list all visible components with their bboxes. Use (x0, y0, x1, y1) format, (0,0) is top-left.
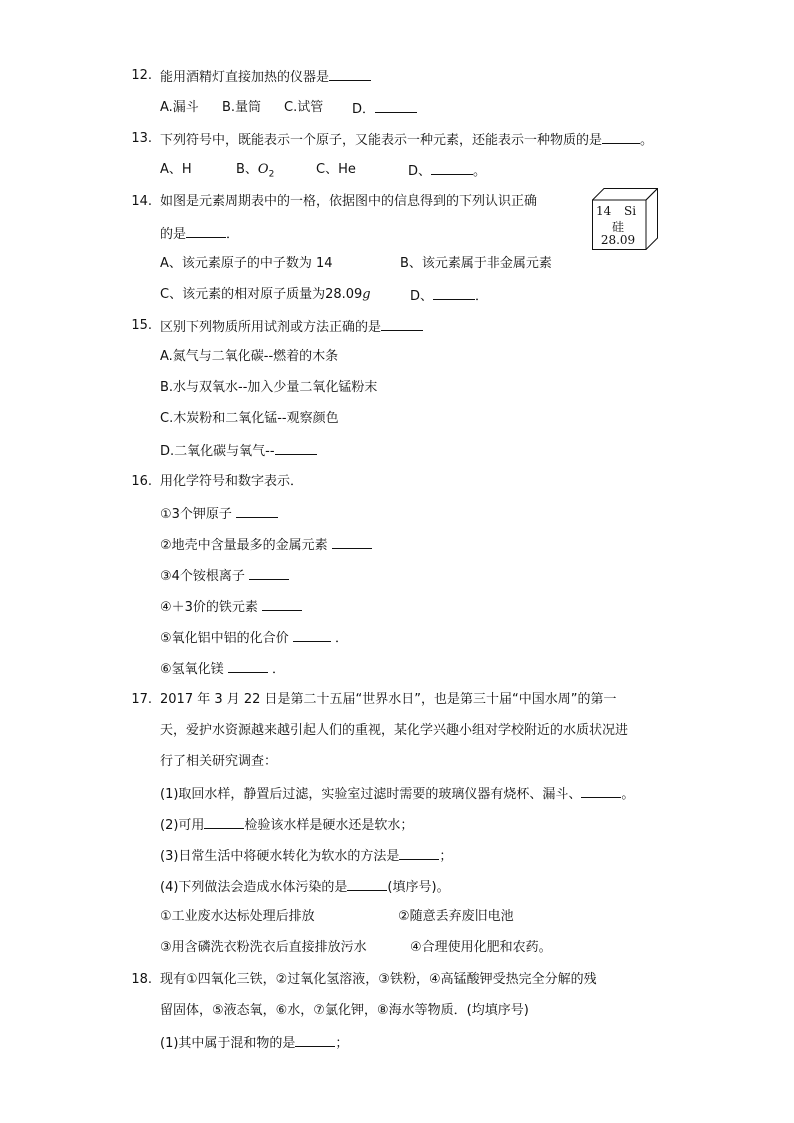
answer-blank[interactable] (204, 816, 244, 829)
option-c (160, 287, 371, 303)
atomic-mass: 28.09 (600, 233, 636, 247)
answer-blank[interactable] (602, 131, 640, 144)
answer-blank[interactable] (295, 1034, 335, 1047)
formula-subscript: 2 (268, 169, 275, 180)
sub-question-1 (160, 1034, 348, 1052)
sub-question-end: 。 (621, 787, 635, 802)
answer-blank[interactable] (228, 660, 268, 673)
answer-blank[interactable] (581, 785, 621, 798)
option-d (410, 287, 488, 305)
formula-o: O (257, 162, 269, 177)
option-a: A、H (160, 162, 192, 177)
option-c: C.木炭粉和二氧化锰--观察颜色 (160, 411, 339, 426)
answer-blank[interactable] (433, 287, 475, 300)
question-stem-line3: 行了相关研究调查： (160, 754, 278, 769)
option-b: B、该元素属于非金属元素 (400, 256, 552, 271)
question-stem-line1: 如图是元素周期表中的一格，依据图中的信息得到的下列认识正确 (160, 194, 538, 209)
sub-question-text-2: (填序号)。 (387, 880, 450, 895)
sub-question-text-2: 检验该水样是硬水还是软水； (244, 818, 414, 833)
answer-blank[interactable] (262, 598, 302, 611)
option-a: A.漏斗 (160, 100, 199, 115)
sub-item-text: ②地壳中含量最多的金属元素 (160, 538, 328, 553)
question-stem-line1: 2017 年 3 月 22 日是第二十五届“世界水日”，也是第三十届“中国水周”的第一 (160, 692, 617, 707)
answer-blank[interactable] (375, 100, 417, 113)
answer-blank[interactable] (347, 878, 387, 891)
sub-question-end: ； (439, 849, 453, 864)
element-name: 硅 (611, 220, 624, 234)
option-b-label: B、 (236, 162, 258, 177)
periodic-table-cell (592, 188, 658, 250)
stem-end: 。 (640, 133, 654, 148)
choice-3: ③用含磷洗衣粉洗衣后直接排放污水 (160, 940, 367, 955)
choice-2: ②随意丢弃废旧电池 (398, 909, 514, 924)
question-stem-line2 (160, 225, 239, 243)
question-stem-line1: 现有①四氧化三铁，②过氧化氢溶液，③铁粉，④高锰酸钾受热完全分解的残 (160, 972, 597, 987)
question-number: 14. (131, 194, 152, 209)
option-c-label: C、该元素的相对原子质量为28.09 (160, 287, 363, 302)
question-stem: 用化学符号和数字表示． (160, 474, 304, 489)
sub-item (160, 660, 285, 678)
question-stem-line2: 留固体，⑤液态氧，⑥水，⑦氯化钾，⑧海水等物质．(均填序号) (160, 1003, 529, 1018)
question-stem (160, 131, 653, 149)
sub-item-text: ⑤氧化铝中铝的化合价 (160, 631, 289, 646)
option-b: B.量筒 (222, 100, 262, 115)
sub-item (160, 505, 278, 523)
question-number: 16. (131, 474, 152, 489)
answer-blank[interactable] (329, 68, 371, 81)
question-stem (160, 318, 423, 336)
question-number: 18. (131, 972, 152, 987)
sub-question-3 (160, 847, 452, 865)
option-b: B.水与双氧水--加入少量二氧化锰粉末 (160, 380, 378, 395)
element-symbol: Si (624, 204, 637, 218)
answer-blank[interactable] (399, 847, 439, 860)
question-number: 15. (131, 318, 152, 333)
option-d (408, 162, 486, 180)
option-d-label: D、 (410, 289, 434, 304)
sub-item (160, 567, 289, 585)
option-b (236, 162, 274, 183)
option-d-label: D、 (408, 164, 432, 179)
sub-question-text: (4)下列做法会造成水体污染的是 (160, 880, 348, 895)
option-d (352, 100, 417, 118)
option-c: C、He (316, 162, 356, 177)
option-d-end: ． (475, 289, 489, 304)
answer-blank[interactable] (381, 318, 423, 331)
question-stem-line2: 天，爱护水资源越来越引起人们的重视，某化学兴趣小组对学校附近的水质状况进 (160, 723, 629, 738)
sub-question-2 (160, 816, 413, 834)
sub-item-text: ⑥氢氧化镁 (160, 662, 224, 677)
question-number: 13. (131, 131, 152, 146)
option-d-end: 。 (473, 164, 487, 179)
option-d-label: D.二氧化碳与氧气-- (160, 444, 275, 459)
sub-question-4 (160, 878, 450, 896)
sub-question-text: (1)其中属于混和物的是 (160, 1036, 296, 1051)
stem-text: 能用酒精灯直接加热的仪器是 (160, 70, 330, 85)
sub-question-text: (2)可用 (160, 818, 205, 833)
option-a: A.氮气与二氧化碳--燃着的木条 (160, 349, 339, 364)
answer-blank[interactable] (275, 442, 317, 455)
stem-text: 下列符号中，既能表示一个原子，又能表示一种元素，还能表示一种物质的是 (160, 133, 603, 148)
sub-item-text: ①3个钾原子 (160, 507, 232, 522)
answer-blank[interactable] (249, 567, 289, 580)
answer-blank[interactable] (236, 505, 278, 518)
option-d (160, 442, 317, 460)
answer-blank[interactable] (293, 629, 331, 642)
stem-end: ． (226, 227, 240, 242)
atomic-number: 14 (596, 204, 612, 218)
unit-g: g (362, 287, 371, 302)
sub-item-text: ③4个铵根离子 (160, 569, 245, 584)
answer-blank[interactable] (332, 536, 372, 549)
sub-item (160, 629, 348, 647)
choice-4: ④合理使用化肥和农药。 (410, 940, 552, 955)
choice-1: ①工业废水达标处理后排放 (160, 909, 315, 924)
question-stem (160, 68, 371, 86)
item-end: ． (334, 631, 348, 646)
sub-item-text: ④＋3价的铁元素 (160, 600, 258, 615)
item-end: ． (271, 662, 285, 677)
sub-question-text: (3)日常生活中将硬水转化为软水的方法是 (160, 849, 400, 864)
option-d-label: D． (352, 102, 376, 117)
answer-blank[interactable] (431, 162, 473, 175)
option-a: A、该元素原子的中子数为 14 (160, 256, 333, 271)
stem-text: 区别下列物质所用试剂或方法正确的是 (160, 320, 382, 335)
question-number: 17. (131, 692, 152, 707)
sub-item (160, 598, 302, 616)
answer-blank[interactable] (186, 225, 226, 238)
sub-question-text: (1)取回水样，静置后过滤，实验室过滤时需要的玻璃仪器有烧杯、漏斗、 (160, 787, 582, 802)
sub-item (160, 536, 372, 554)
question-number: 12. (131, 68, 152, 83)
stem-text: 的是 (160, 227, 187, 242)
sub-question-1 (160, 785, 634, 803)
sub-question-end: ； (335, 1036, 349, 1051)
option-c: C.试管 (284, 100, 324, 115)
